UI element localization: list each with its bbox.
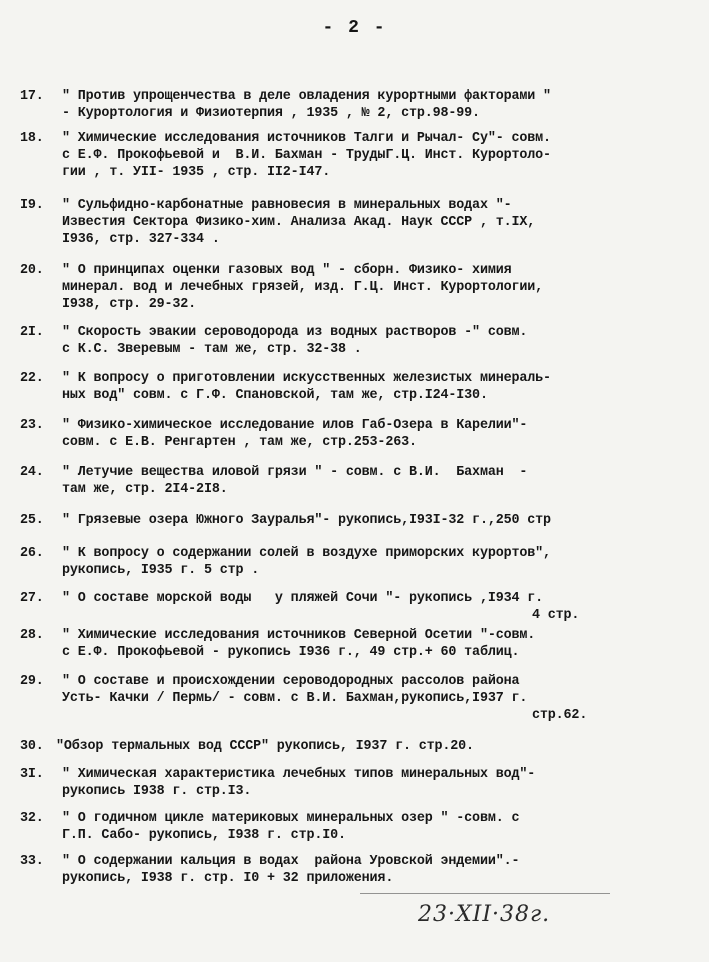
entry-text bbox=[56, 738, 698, 755]
entry-number: 24. bbox=[20, 465, 44, 480]
entry-number: 18. bbox=[20, 131, 44, 146]
entry-line: " Грязевые озера Южного Зауралья"- рукопись,I93I-32 г.,250 стр bbox=[62, 513, 551, 528]
entry-number: I9. bbox=[20, 198, 44, 213]
entry-line: рукопись I938 г. стр.I3. bbox=[62, 784, 252, 799]
entry-text bbox=[62, 766, 704, 800]
entry-line: " Химические исследования источников Талги и Рычал- Су"- совм. bbox=[62, 131, 551, 146]
entry-text bbox=[62, 130, 704, 181]
entry-line: "Обзор термальных вод СССР" рукопись, I937 г. стр.20. bbox=[56, 739, 474, 754]
entry-text bbox=[62, 810, 704, 844]
entry-text bbox=[62, 370, 704, 404]
entry-line: Усть- Качки / Пермь/ - совм. с В.И. Бахман,рукопись,I937 г. bbox=[62, 691, 528, 706]
entry-number: 20. bbox=[20, 263, 44, 278]
entry-number: 26. bbox=[20, 546, 44, 561]
entry-line: стр.62. bbox=[532, 708, 588, 723]
entry-line: - Курортология и Физиотерпия , 1935 , № 2, стр.98-99. bbox=[62, 106, 480, 121]
entry-line: с К.С. Зверевым - там же, стр. 32-38 . bbox=[62, 342, 362, 357]
entry-line: " Химическая характеристика лечебных типов минеральных вод"- bbox=[62, 767, 536, 782]
entry-text bbox=[62, 464, 704, 498]
entry-number: 29. bbox=[20, 674, 44, 689]
entry-number: 22. bbox=[20, 371, 44, 386]
entry-line: " О содержании кальция в водах района Уровской эндемии".- bbox=[62, 854, 520, 869]
entry-text bbox=[62, 262, 704, 313]
entry-line: " О составе морской воды у пляжей Сочи "- рукопись ,I934 г. bbox=[62, 591, 544, 606]
entry-line: " О годичном цикле материковых минеральных озер " -совм. с bbox=[62, 811, 520, 826]
entry-line: с Е.Ф. Прокофьевой - рукопись I936 г., 49 стр.+ 60 таблиц. bbox=[62, 645, 520, 660]
entry-text bbox=[62, 627, 704, 661]
entry-number: 30. bbox=[20, 739, 44, 754]
entry-line: " К вопросу о содержании солей в воздухе приморских курортов", bbox=[62, 546, 551, 561]
entry-number: 2I. bbox=[20, 325, 44, 340]
entry-line: " К вопросу о приготовлении искусственных железистых минераль- bbox=[62, 371, 551, 386]
entry-line: " Сульфидно-карбонатные равновесия в минеральных водах "- bbox=[62, 198, 512, 213]
entry-number: 25. bbox=[20, 513, 44, 528]
entry-line: рукопись, I938 г. стр. I0 + 32 приложения. bbox=[62, 871, 394, 886]
entry-number: 32. bbox=[20, 811, 44, 826]
page-number: - 2 - bbox=[322, 18, 387, 38]
entry-line: " О составе и происхождении сероводородных рассолов района bbox=[62, 674, 520, 689]
entry-text bbox=[62, 512, 704, 529]
entry-line: " Физико-химическое исследование илов Габ-Озера в Карелии"- bbox=[62, 418, 528, 433]
entry-text bbox=[62, 853, 704, 887]
entry-line: совм. с Е.В. Ренгартен , там же, стр.253-263. bbox=[62, 435, 417, 450]
entry-number: 3I. bbox=[20, 767, 44, 782]
entry-text bbox=[62, 197, 704, 248]
entry-text bbox=[62, 545, 704, 579]
entry-number: 27. bbox=[20, 591, 44, 606]
entry-text bbox=[62, 590, 704, 624]
entry-line: рукопись, I935 г. 5 стр . bbox=[62, 563, 260, 578]
entry-line: Известия Сектора Физико-хим. Анализа Акад. Наук СССР , т.IX, bbox=[62, 215, 536, 230]
entry-line: " Химические исследования источников Северной Осетии "-совм. bbox=[62, 628, 536, 643]
entry-line: там же, стр. 2I4-2I8. bbox=[62, 482, 228, 497]
entry-text bbox=[62, 673, 704, 724]
entry-number: 23. bbox=[20, 418, 44, 433]
entry-line: " Летучие вещества иловой грязи " - совм. с В.И. Бахман - bbox=[62, 465, 528, 480]
entry-line: " Скорость эвакии сероводорода из водных растворов -" совм. bbox=[62, 325, 528, 340]
entry-line: " Против упрощенчества в деле овладения курортными факторами " bbox=[62, 89, 551, 104]
entry-line: ных вод" совм. с Г.Ф. Спановской, там же, стр.I24-I30. bbox=[62, 388, 488, 403]
entry-line: гии , т. УII- 1935 , стр. II2-I47. bbox=[62, 165, 331, 180]
entry-line: минерал. вод и лечебных грязей, изд. Г.Ц. Инст. Курортологии, bbox=[62, 280, 544, 295]
signature-underline bbox=[360, 893, 610, 894]
entry-text bbox=[62, 324, 704, 358]
entry-line: 4 стр. bbox=[532, 608, 580, 623]
entry-number: 17. bbox=[20, 89, 44, 104]
entry-line: Г.П. Сабо- рукопись, I938 г. стр.I0. bbox=[62, 828, 346, 843]
entry-number: 28. bbox=[20, 628, 44, 643]
handwritten-date: 23·XII·38г. bbox=[418, 902, 551, 927]
entry-line: I936, стр. 327-334 . bbox=[62, 232, 220, 247]
entry-text bbox=[62, 88, 704, 122]
entry-number: 33. bbox=[20, 854, 44, 869]
entry-line: I938, стр. 29-32. bbox=[62, 297, 197, 312]
entry-line: " О принципах оценки газовых вод " - сборн. Физико- химия bbox=[62, 263, 512, 278]
entry-text bbox=[62, 417, 704, 451]
entry-line: с Е.Ф. Прокофьевой и В.И. Бахман - ТрудыГ.Ц. Инст. Курортоло- bbox=[62, 148, 551, 163]
